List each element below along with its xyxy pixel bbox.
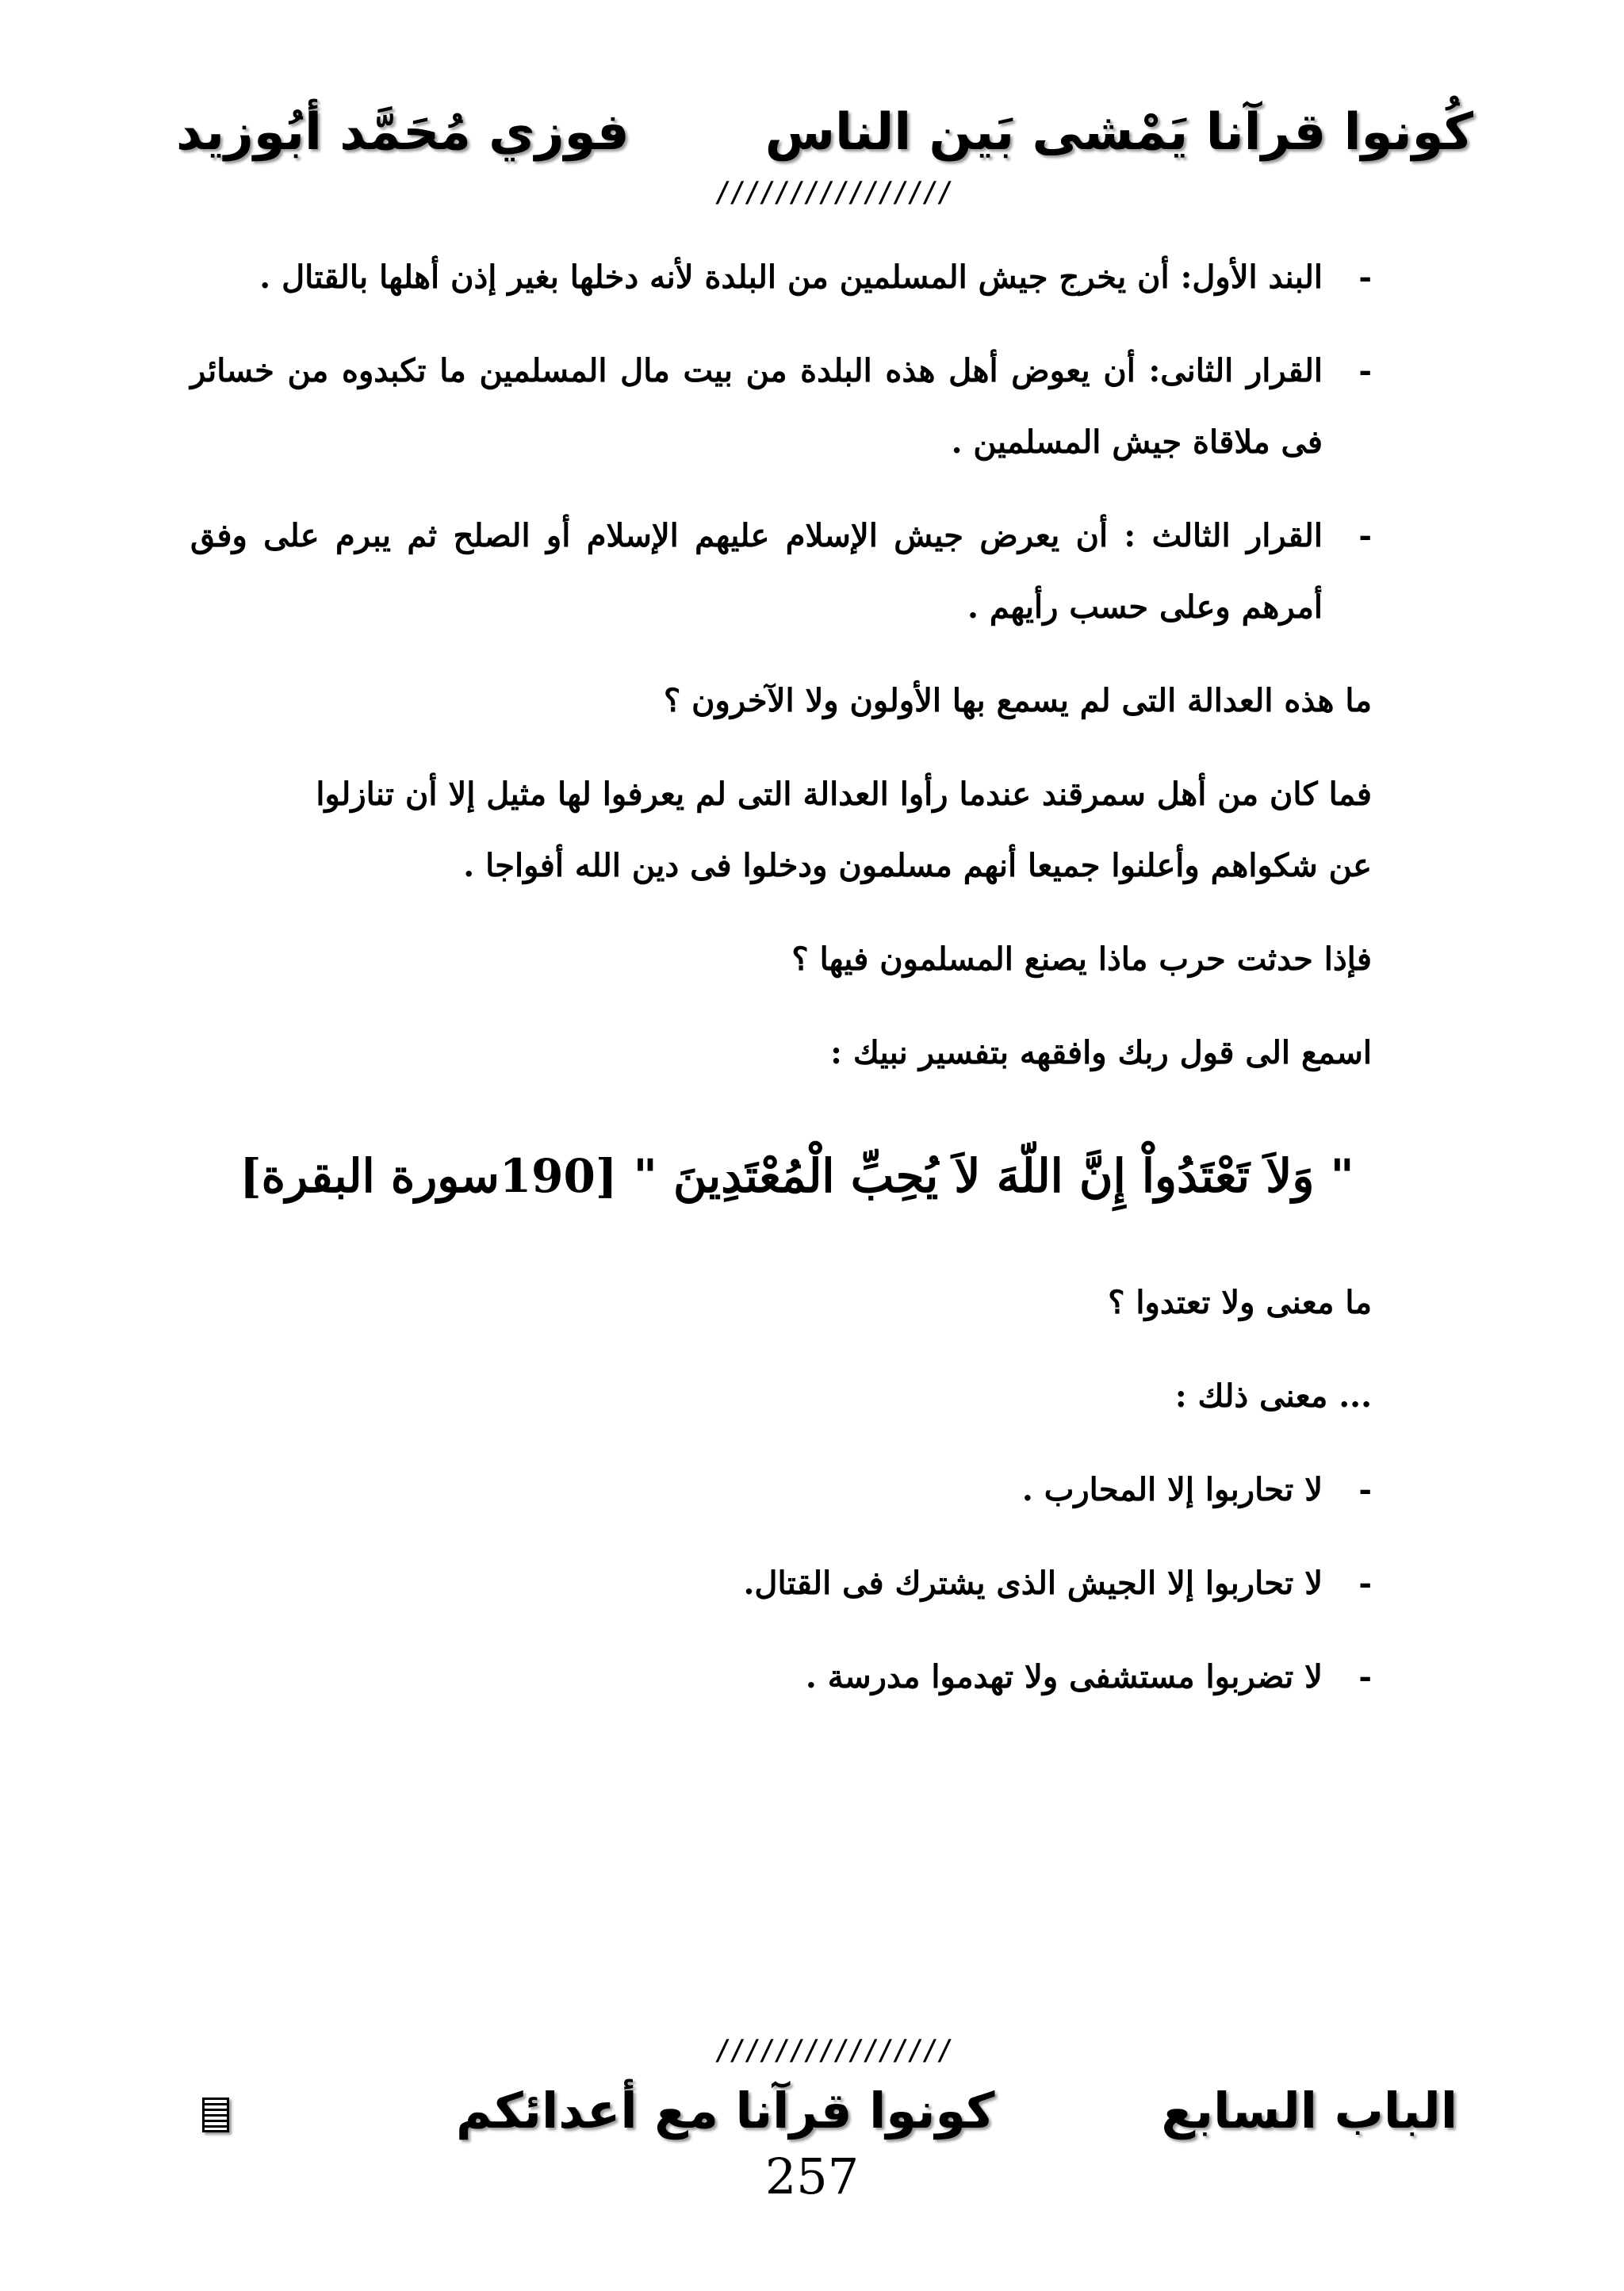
list-item xyxy=(190,1454,1372,1526)
footer-divider: //////////////// xyxy=(714,2034,952,2067)
list-item xyxy=(190,242,1372,313)
bullet-marker: - xyxy=(1358,352,1372,389)
list-item-text: لا تضربوا مستشفى ولا تهدموا مدرسة . xyxy=(805,1658,1323,1695)
list-item-text: القرار الثانى: أن يعوض أهل هذه البلدة من بيت مال المسلمين ما تكبدوه من خسائر فى ملاقاة جيش المسلمين . xyxy=(190,352,1323,461)
samarkand-line-1: فما كان من أهل سمرقند عندما رأوا العدالة التى لم يعرفوا لها مثيل إلا أن تنازلوا xyxy=(316,776,1372,813)
question-justice: ما هذه العدالة التى لم يسمع بها الأولون ولا الآخرون ؟ xyxy=(663,682,1372,719)
bullet-marker: - xyxy=(1358,517,1372,554)
bullet-marker: - xyxy=(1358,1565,1372,1602)
chapter-label: الباب السابع xyxy=(1161,2082,1457,2140)
bullet-marker: - xyxy=(1358,1658,1372,1695)
list-item xyxy=(190,500,1372,643)
bullet-marker: - xyxy=(1358,1471,1372,1508)
book-title: كُونوا قرآنا يَمْشى بَين الناس xyxy=(764,103,1473,162)
question-war: فإذا حدثت حرب ماذا يصنع المسلمون فيها ؟ xyxy=(791,941,1372,978)
list-item-text: البند الأول: أن يخرج جيش المسلمين من البلدة لأنه دخلها بغير إذن أهلها بالقتال . xyxy=(259,259,1323,296)
page-body xyxy=(190,242,1372,1735)
list-item-text: القرار الثالث : أن يعرض جيش الإسلام عليهم الإسلام أو الصلح ثم يبرم على وفق أمرهم وعلى حسب رأيهم . xyxy=(190,517,1323,626)
verse-reference: [190سورة البقرة] xyxy=(239,1149,618,1203)
samarkand-paragraph xyxy=(190,759,1372,902)
question-meaning: ما معنى ولا تعتدوا ؟ xyxy=(1108,1284,1372,1321)
meaning-intro: ... معنى ذلك : xyxy=(1174,1377,1372,1415)
bullet-marker: - xyxy=(1358,259,1372,296)
list-item-text: لا تحاربوا إلا المحارب . xyxy=(1021,1471,1323,1508)
verse-text: " وَلاَ تَعْتَدُواْ إِنَّ اللّهَ لاَ يُحِبِّ الْمُعْتَدِينَ " xyxy=(633,1149,1354,1203)
list-item xyxy=(190,1642,1372,1713)
author-name: فوزي مُحَمَّد أبُوزيد xyxy=(176,103,630,162)
list-item xyxy=(190,1548,1372,1619)
header-divider: //////////////// xyxy=(714,176,952,209)
page-number: 257 xyxy=(764,2147,860,2205)
list-item-text: لا تحاربوا إلا الجيش الذى يشترك فى القتال. xyxy=(743,1565,1323,1602)
chapter-title: كونوا قرآنا مع أعدائكم xyxy=(456,2082,995,2140)
listen-line: اسمع الى قول ربك وافقهه بتفسير نبيك : xyxy=(830,1034,1372,1071)
page-footer xyxy=(0,2082,1624,2153)
list-item xyxy=(190,335,1372,478)
quran-verse xyxy=(190,1132,1372,1220)
samarkand-line-2: عن شكواهم وأعلنوا جميعا أنهم مسلمون ودخلوا فى دين الله أفواجا . xyxy=(463,847,1372,884)
document-icon xyxy=(202,2098,229,2132)
